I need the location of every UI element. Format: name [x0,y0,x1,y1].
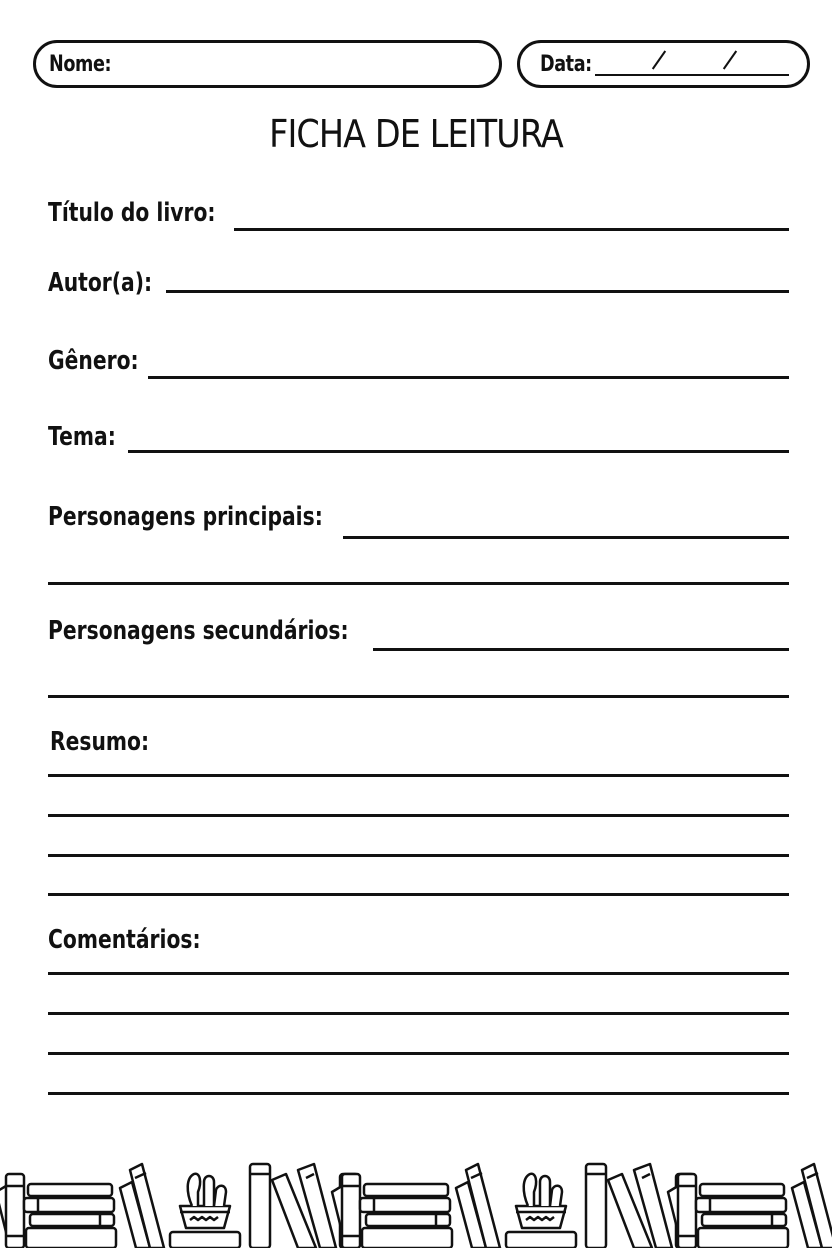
summary-line[interactable] [48,814,789,817]
comments-line[interactable] [48,1052,789,1055]
summary-line[interactable] [48,854,789,857]
secondary-characters-line[interactable] [48,695,789,698]
author-line[interactable] [166,290,789,293]
summary-line[interactable] [48,893,789,896]
theme-label: Tema: [48,422,116,452]
comments-line[interactable] [48,1012,789,1015]
date-label: Data: [540,52,592,77]
author-label: Autor(a): [48,268,153,298]
theme-line[interactable] [128,450,789,453]
genre-label: Gênero: [48,346,139,376]
main-characters-line[interactable] [48,582,789,585]
summary-line[interactable] [48,774,789,777]
page-title: FICHA DE LEITURA [269,112,563,156]
genre-line[interactable] [148,376,789,379]
comments-line[interactable] [48,972,789,975]
name-field[interactable] [33,40,502,88]
main-characters-label: Personagens principais: [48,502,323,532]
date-slash [723,50,737,69]
date-slash [652,50,666,69]
comments-line[interactable] [48,1092,789,1095]
books-illustration [0,1152,832,1248]
secondary-characters-line[interactable] [373,648,789,651]
date-line [595,74,789,76]
secondary-characters-label: Personagens secundários: [48,616,349,646]
book-title-label: Título do livro: [48,198,216,228]
main-characters-line[interactable] [343,536,789,539]
book-title-line[interactable] [234,228,789,231]
name-label: Nome: [49,52,112,77]
summary-label: Resumo: [50,727,150,757]
date-field[interactable] [517,40,810,88]
comments-label: Comentários: [48,925,201,955]
